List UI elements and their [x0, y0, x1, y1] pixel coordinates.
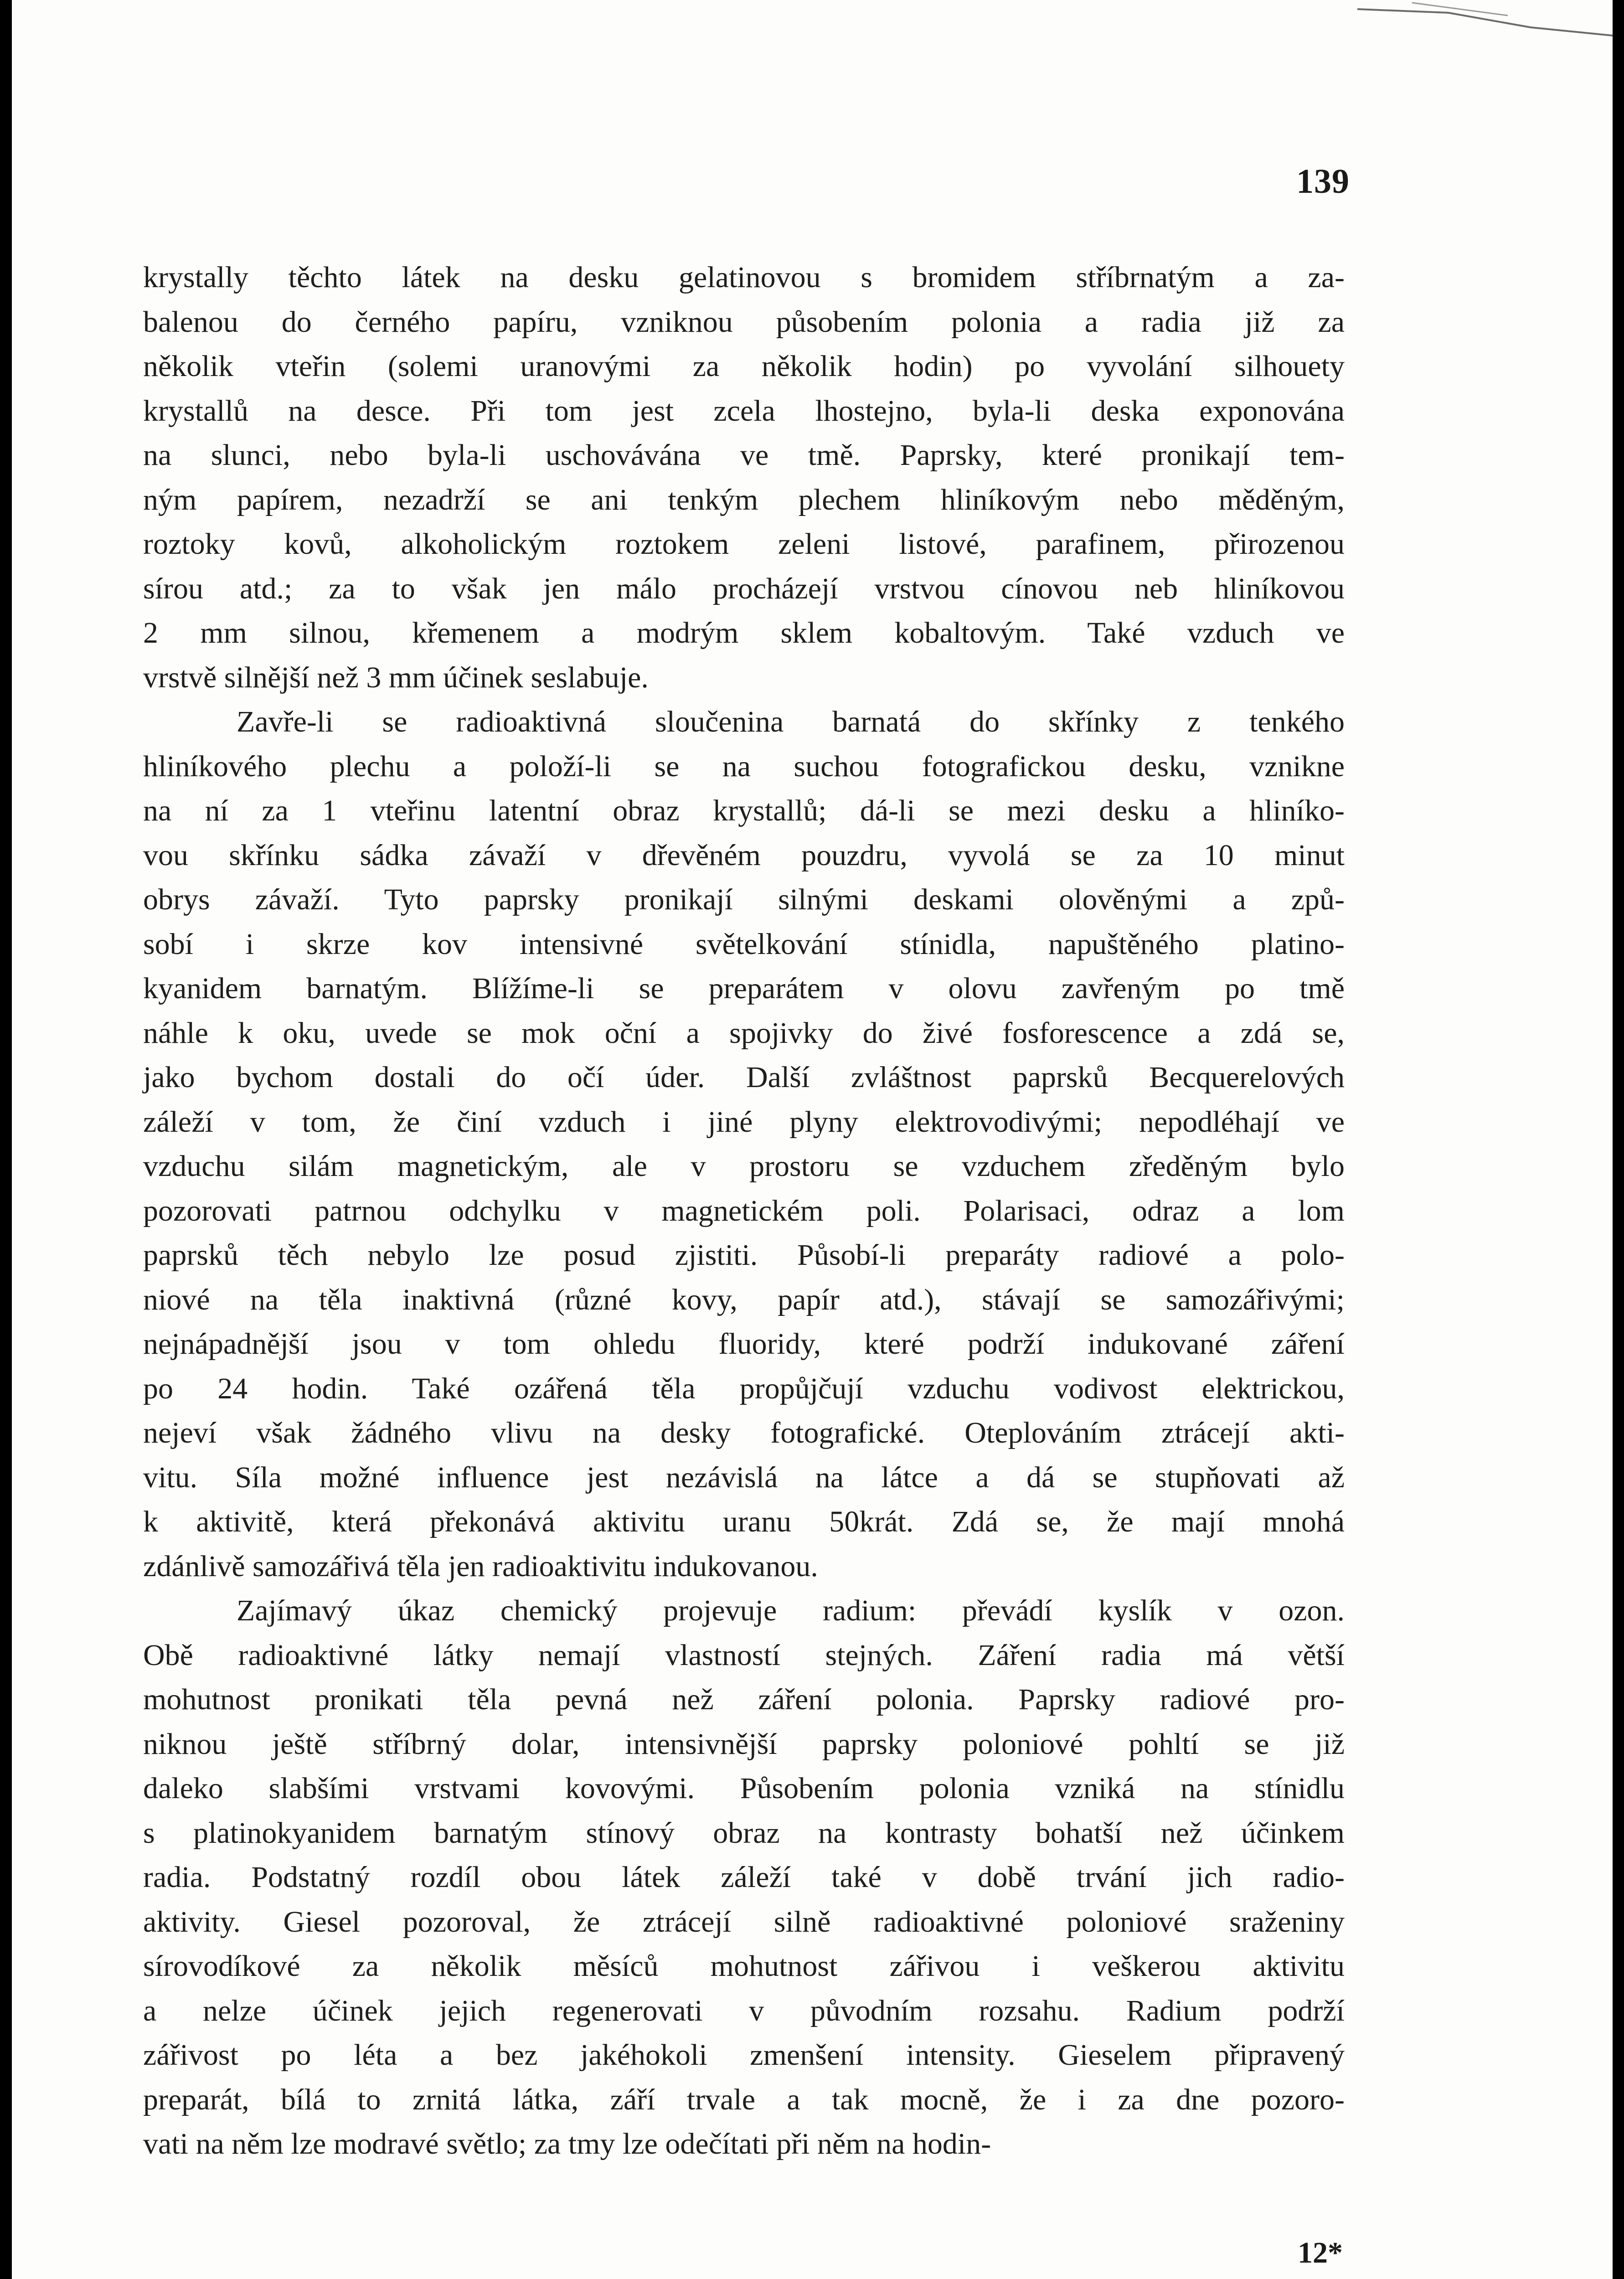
text-line: mohutnost pronikati těla pevná než záření polonia. Paprsky radiové pro- — [143, 1683, 1345, 1716]
text-line: sobí i skrze kov intensivné světelkování stínidla, napuštěného platino- — [143, 927, 1345, 961]
text-line: vrstvě silnější než 3 mm účinek seslabuje. — [143, 660, 649, 694]
text-line: sírou atd.; za to však jen málo procházejí vrstvou cínovou neb hliníkovou — [143, 572, 1345, 605]
text-line: niové na těla inaktivná (různé kovy, papír atd.), stávají se samozářivými; — [143, 1283, 1345, 1316]
text-line: kyanidem barnatým. Blížíme-li se preparátem v olovu zavřeným po tmě — [143, 972, 1345, 1005]
scan-edge-mark — [1357, 0, 1613, 55]
text-line: vitu. Síla možné influence jest nezávislá na látce a dá se stupňovati až — [143, 1460, 1345, 1494]
text-line: ným papírem, nezadrží se ani tenkým plechem hliníkovým nebo měděným, — [143, 483, 1345, 516]
text-line: s platinokyanidem barnatým stínový obraz na kontrasty bohatší než účinkem — [143, 1816, 1345, 1850]
text-line: pozorovati patrnou odchylku v magnetickém poli. Polarisaci, odraz a lom — [143, 1194, 1345, 1227]
text-line: Zavře-li se radioaktivná sloučenina barnatá do skřínky z tenkého — [237, 705, 1345, 738]
paragraph-2 — [143, 700, 1345, 1588]
text-line: k aktivitě, která překonává aktivitu uranu 50krát. Zdá se, že mají mnohá — [143, 1505, 1345, 1538]
text-line: náhle k oku, uvede se mok oční a spojivky do živé fosforescence a zdá se, — [143, 1016, 1345, 1050]
text-line: nejeví však žádného vlivu na desky fotografické. Oteplováním ztrácejí akti- — [143, 1416, 1345, 1449]
text-line: na slunci, nebo byla-li uschovávána ve tmě. Paprsky, které pronikají tem- — [143, 438, 1345, 472]
paragraph-1 — [143, 255, 1345, 700]
body-text — [143, 255, 1345, 2166]
text-line: radia. Podstatný rozdíl obou látek záleží také v době trvání jich radio- — [143, 1861, 1345, 1894]
text-line: krystallů na desce. Při tom jest zcela lhostejno, byla-li deska exponována — [143, 394, 1345, 428]
text-line: niknou ještě stříbrný dolar, intensivnější paprsky poloniové pohltí se již — [143, 1727, 1345, 1761]
text-line: jako bychom dostali do očí úder. Další zvláštnost paprsků Becquerelových — [143, 1061, 1345, 1094]
text-line: paprsků těch nebylo lze posud zjistiti. Působí-li preparáty radiové a polo- — [143, 1238, 1345, 1272]
text-line: hliníkového plechu a položí-li se na suchou fotografickou desku, vznikne — [143, 749, 1345, 783]
text-line: aktivity. Giesel pozoroval, že ztrácejí silně radioaktivné poloniové sraženiny — [143, 1905, 1345, 1939]
text-line: sírovodíkové za několik měsíců mohutnost zářivou i veškerou aktivitu — [143, 1949, 1345, 1983]
paragraph-3 — [143, 1588, 1345, 2166]
text-line: 2 mm silnou, křemenem a modrým sklem kobaltovým. Také vzduch ve — [143, 616, 1345, 650]
text-line: na ní za 1 vteřinu latentní obraz krystallů; dá-li se mezi desku a hliníko- — [143, 794, 1345, 827]
text-line: Zajímavý úkaz chemický projevuje radium: převádí kyslík v ozon. — [237, 1594, 1345, 1627]
printer-signature: 12* — [1298, 2236, 1343, 2269]
text-line: roztoky kovů, alkoholickým roztokem zeleni listové, parafinem, přirozenou — [143, 527, 1345, 561]
text-line: několik vteřin (solemi uranovými za několik hodin) po vyvolání silhouety — [143, 350, 1345, 383]
text-line: vzduchu silám magnetickým, ale v prostoru se vzduchem zředěným bylo — [143, 1150, 1345, 1183]
text-line: balenou do černého papíru, vzniknou působením polonia a radia již za — [143, 305, 1345, 339]
text-line: zdánlivě samozářivá těla jen radioaktivitu indukovanou. — [143, 1549, 818, 1583]
text-line: nejnápadnější jsou v tom ohledu fluoridy, které podrží indukované záření — [143, 1327, 1345, 1361]
text-line: vou skřínku sádka závaží v dřevěném pouzdru, vyvolá se za 10 minut — [143, 838, 1345, 872]
text-line: daleko slabšími vrstvami kovovými. Působením polonia vzniká na stínidlu — [143, 1772, 1345, 1805]
page-sheet — [12, 0, 1613, 2279]
text-line: Obě radioaktivné látky nemají vlastností stejných. Záření radia má větší — [143, 1638, 1345, 1672]
text-line: záleží v tom, že činí vzduch i jiné plyny elektrovodivými; nepodléhají ve — [143, 1105, 1345, 1139]
text-line: vati na něm lze modravé světlo; za tmy lze odečítati při něm na hodin- — [143, 2127, 991, 2160]
text-line: obrys závaží. Tyto paprsky pronikají silnými deskami olověnými a způ- — [143, 883, 1345, 916]
page-number: 139 — [1296, 162, 1350, 201]
text-line: zářivost po léta a bez jakéhokoli zmenšení intensity. Gieselem připravený — [143, 2038, 1345, 2072]
text-line: krystally těchto látek na desku gelatinovou s bromidem stříbrnatým a za- — [143, 261, 1345, 294]
text-line: po 24 hodin. Také ozářená těla propůjčují vzduchu vodivost elektrickou, — [143, 1372, 1345, 1405]
text-line: preparát, bílá to zrnitá látka, září trvale a tak mocně, že i za dne pozoro- — [143, 2083, 1345, 2116]
text-line: a nelze účinek jejich regenerovati v původním rozsahu. Radium podrží — [143, 1994, 1345, 2027]
